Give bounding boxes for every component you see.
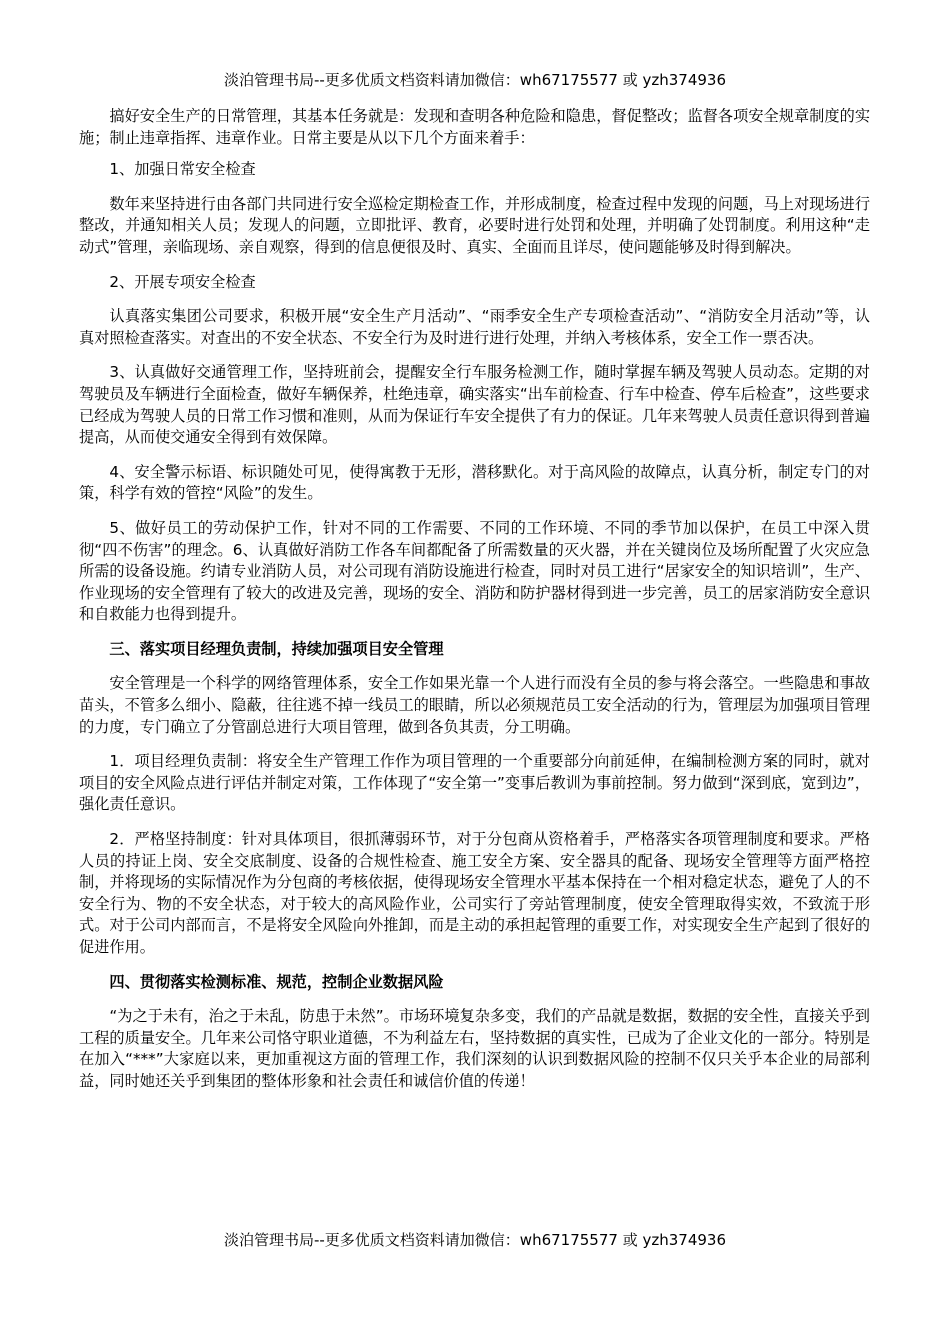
paragraph-intro: 搞好安全生产的日常管理，其基本任务就是：发现和查明各种危险和隐患，督促整改；监督各项安全规章制度的实施；制止违章指挥、违章作业。日常主要是从以下几个方面来着手： <box>79 107 870 147</box>
paragraph-warning-signs: 4、安全警示标语、标识随处可见，使得寓教于无形，潜移默化。对于高风险的故障点，认真分析，制定专门的对策，科学有效的管控“风险”的发生。 <box>79 462 870 503</box>
section-heading-3: 三、落实项目经理负责制，持续加强项目安全管理 <box>109 639 444 658</box>
paragraph-data-risk: “为之于未有，治之于未乱，防患于未然”。市场环境复杂多变，我们的产品就是数据，数据的安全性，直接关乎到工程的质量安全。几年来公司恪守职业道德，不为利益左右，坚持数据的真实性，已成为了企业文化的一部分。特别是在加入“***”大家庭以来，更加重视这方面的管理工作，我们深刻的认识到数据风险的控制不仅只关乎本企业的局部利益，同时她还关乎到集团的整体形象和社会责任和诚信价值的传递！ <box>79 1007 870 1090</box>
paragraph-special-inspection: 认真落实集团公司要求，积极开展“安全生产月活动”、“雨季安全生产专项检查活动”、“消防安全月活动”等，认真对照检查落实。对查出的不安全状态、不安全行为及时进行进行处理，并纳入考核体系，安全工作一票否决。 <box>79 307 870 347</box>
document-body <box>79 106 870 1103</box>
section-heading-4: 四、贯彻落实检测标准、规范，控制企业数据风险 <box>109 972 444 991</box>
paragraph-traffic-management: 3、认真做好交通管理工作，坚持班前会，提醒安全行车服务检测工作，随时掌握车辆及驾驶人员动态。定期的对驾驶员及车辆进行全面检查，做好车辆保养，杜绝违章，确实落实“出车前检查、行车中检查、停车后检查”，这些要求已经成为驾驶人员的日常工作习惯和准则，从而为保证行车安全提供了有力的保证。几年来驾驶人员责任意识得到普遍提高，从而使交通安全得到有效保障。 <box>79 363 870 447</box>
paragraph-daily-inspection: 数年来坚持进行由各部门共同进行安全巡检定期检查工作，并形成制度，检查过程中发现的问题，马上对现场进行整改，并通知相关人员；发现人的问题，立即批评、教育，必要时进行处罚和处理，并明确了处罚制度。利用这种“走动式”管理，亲临现场、亲自观察，得到的信息便很及时、真实、全面而且详尽，使问题能够及时得到解决。 <box>79 194 870 256</box>
subheading-special-inspection: 2、开展专项安全检查 <box>109 272 256 291</box>
paragraph-labor-protection: 5、做好员工的劳动保护工作，针对不同的工作需要、不同的工作环境、不同的季节加以保护，在员工中深入贯彻“四不伤害”的理念。6、认真做好消防工作各车间都配备了所需数量的灭火器，并在关键岗位及场所配置了火灾应急所需的设备设施。约请专业消防人员，对公司现有消防设施进行检查，同时对员工进行“居家安全的知识培训”，生产、作业现场的安全管理有了较大的改进及完善，现场的安全、消防和防护器材得到进一步完善，员工的居家消防安全意识和自救能力也得到提升。 <box>79 518 870 624</box>
paragraph-strict-system: 2．严格坚持制度：针对具体项目，很抓薄弱环节，对于分包商从资格着手，严格落实各项管理制度和要求。严格人员的持证上岗、安全交底制度、设备的合规性检查、施工安全方案、安全器具的配备、现场安全管理等方面严格控制，并将现场的实际情况作为分包商的考核依据，使得现场安全管理水平基本保持在一个相对稳定状态，避免了人的不安全行为、物的不安全状态，对于较大的高风险作业，公司实行了旁站管理制度，使安全管理取得实效，不致流于形式。对于公司内部而言，不是将安全风险向外推卸，而是主动的承担起管理的重要工作，对实现安全生产起到了很好的促进作用。 <box>79 830 870 956</box>
subheading-daily-inspection: 1、加强日常安全检查 <box>109 160 256 179</box>
page-header: 淡泊管理书局--更多优质文档资料请加微信：wh67175577 或 yzh374936 <box>223 71 726 89</box>
paragraph-safety-system: 安全管理是一个科学的网络管理体系，安全工作如果光靠一个人进行而没有全员的参与将会落空。一些隐患和事故苗头，不管多么细小、隐蔽，往往逃不掉一线员工的眼睛，所以必须规范员工安全活动的行为，管理层为加强项目管理的力度，专门确立了分管副总进行大项目管理，做到各负其责，分工明确。 <box>79 674 870 736</box>
paragraph-project-manager: 1．项目经理负责制：将安全生产管理工作作为项目管理的一个重要部分向前延伸，在编制检测方案的同时，就对项目的安全风险点进行评估并制定对策，工作体现了“安全第一”变事后教训为事前控制。努力做到“深到底，宽到边”，强化责任意识。 <box>79 752 870 814</box>
page-footer: 淡泊管理书局--更多优质文档资料请加微信：wh67175577 或 yzh374936 <box>223 1231 726 1249</box>
